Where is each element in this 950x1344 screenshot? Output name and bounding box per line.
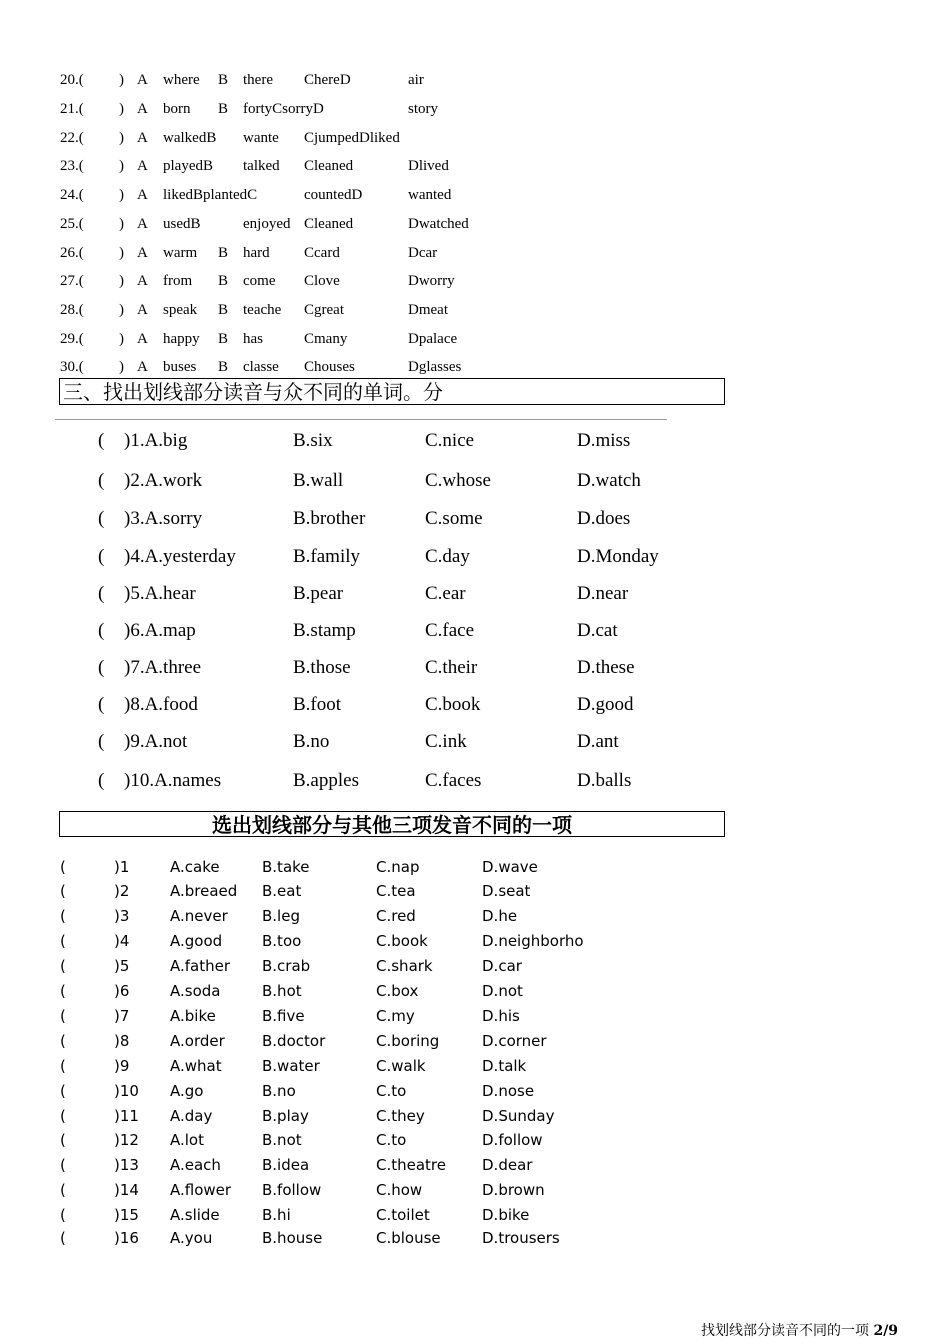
question-row <box>0 1082 620 1102</box>
option-d: D.these <box>577 657 635 678</box>
option-text: warm <box>163 245 198 261</box>
option-b: B.wall <box>293 470 344 491</box>
option-c: C.red <box>376 907 416 925</box>
option-a-label: A <box>137 331 148 347</box>
option-text: Dwatched <box>408 216 469 232</box>
option-a-label: A <box>137 359 148 375</box>
option-c: C.some <box>425 508 483 529</box>
option-text: enjoyed <box>243 216 291 232</box>
option-b: B.family <box>293 546 361 567</box>
option-d: D.not <box>482 982 523 1000</box>
answer-bracket-open: ( <box>98 657 105 678</box>
option-b-label: B <box>218 273 229 289</box>
option-text: talked <box>243 158 280 174</box>
question-number: )3 <box>114 907 130 925</box>
answer-bracket-close: ) <box>119 302 124 318</box>
option-c: C.toilet <box>376 1206 430 1224</box>
option-a: )1.A.big <box>124 430 188 451</box>
option-c: C.their <box>425 657 478 678</box>
option-text: where <box>163 72 200 88</box>
question-row <box>0 1007 620 1027</box>
answer-bracket-open: ( <box>60 882 66 900</box>
option-c: C.ear <box>425 583 466 604</box>
option-d: D.Monday <box>577 546 659 567</box>
option-b: B.water <box>262 1057 320 1075</box>
answer-bracket-close: ) <box>119 130 124 146</box>
option-a: )3.A.sorry <box>124 508 203 529</box>
option-d: D.wave <box>482 858 538 876</box>
option-text: happy <box>163 331 200 347</box>
page-number: 2/9 <box>873 1323 899 1339</box>
option-a-label: A <box>137 130 148 146</box>
question-number: )7 <box>114 1007 130 1025</box>
question-number: 30.( <box>60 359 84 375</box>
option-b-label: B <box>218 245 229 261</box>
option-d: D.dear <box>482 1156 533 1174</box>
option-a: )10.A.names <box>124 770 222 791</box>
section-2-divider <box>55 419 667 420</box>
option-d: D.Sunday <box>482 1107 555 1125</box>
option-a: A.day <box>170 1107 213 1125</box>
option-c: C.ink <box>425 731 467 752</box>
answer-bracket-open: ( <box>60 1131 66 1149</box>
option-b: B.hi <box>262 1206 291 1224</box>
option-b: B.idea <box>262 1156 310 1174</box>
option-text: fortyCsorryD <box>243 101 324 117</box>
question-row <box>0 1181 620 1201</box>
option-text: Ccard <box>304 245 340 261</box>
option-b: B.leg <box>262 907 300 925</box>
question-row <box>0 216 520 238</box>
question-row <box>0 470 700 496</box>
option-c: C.faces <box>425 770 482 791</box>
option-a: A.good <box>170 932 223 950</box>
answer-bracket-open: ( <box>60 1082 66 1100</box>
option-a-label: A <box>137 101 148 117</box>
option-a-label: A <box>137 158 148 174</box>
answer-bracket-open: ( <box>60 858 66 876</box>
option-b: B.those <box>293 657 351 678</box>
option-text: classe <box>243 359 279 375</box>
option-text: wante <box>243 130 279 146</box>
option-a: )9.A.not <box>124 731 188 752</box>
option-b: B.no <box>262 1082 296 1100</box>
option-d: D.balls <box>577 770 632 791</box>
option-text: CjumpedDliked <box>304 130 400 146</box>
question-row <box>0 187 520 209</box>
option-d: D.talk <box>482 1057 527 1075</box>
option-d: D.cat <box>577 620 618 641</box>
question-row <box>0 770 700 796</box>
answer-bracket-close: ) <box>119 273 124 289</box>
option-text: ChereD <box>304 72 351 88</box>
question-number: 26.( <box>60 245 84 261</box>
answer-bracket-open: ( <box>60 1007 66 1025</box>
option-b-label: B <box>218 101 229 117</box>
option-text: countedD <box>304 187 363 203</box>
option-d: D.miss <box>577 430 631 451</box>
option-a-label: A <box>137 216 148 232</box>
question-row <box>0 583 700 609</box>
answer-bracket-open: ( <box>60 1181 66 1199</box>
question-number: )5 <box>114 957 130 975</box>
option-text: teache <box>243 302 282 318</box>
option-text: there <box>243 72 273 88</box>
option-d: D.ant <box>577 731 619 752</box>
question-row <box>0 731 700 757</box>
option-text: Chouses <box>304 359 355 375</box>
question-number: 22.( <box>60 130 84 146</box>
option-b: B.apples <box>293 770 359 791</box>
option-a-label: A <box>137 245 148 261</box>
option-text: Dmeat <box>408 302 448 318</box>
question-row <box>0 957 620 977</box>
option-text: Dworry <box>408 273 455 289</box>
option-a: A.flower <box>170 1181 232 1199</box>
option-text: Cleaned <box>304 158 354 174</box>
option-a: A.order <box>170 1032 225 1050</box>
option-a: A.each <box>170 1156 221 1174</box>
question-number: 20.( <box>60 72 84 88</box>
option-c: C.tea <box>376 882 416 900</box>
answer-bracket-open: ( <box>98 731 105 752</box>
question-number: 21.( <box>60 101 84 117</box>
option-a: A.go <box>170 1082 204 1100</box>
option-c: C.to <box>376 1131 407 1149</box>
option-text: Cmany <box>304 331 348 347</box>
question-number: )8 <box>114 1032 130 1050</box>
question-number: )14 <box>114 1181 139 1199</box>
option-a: A.breaed <box>170 882 238 900</box>
question-row <box>0 130 520 152</box>
option-d: D.car <box>482 957 522 975</box>
question-number: )4 <box>114 932 130 950</box>
answer-bracket-open: ( <box>98 430 105 451</box>
option-b: B.foot <box>293 694 342 715</box>
question-row <box>0 620 700 646</box>
question-row <box>0 430 700 456</box>
question-number: 25.( <box>60 216 84 232</box>
question-number: )13 <box>114 1156 139 1174</box>
question-number: )16 <box>114 1229 139 1247</box>
question-row <box>0 932 620 952</box>
option-b: B.five <box>262 1007 305 1025</box>
question-number: )9 <box>114 1057 130 1075</box>
option-b: B.pear <box>293 583 344 604</box>
option-c: C.face <box>425 620 475 641</box>
option-text: usedB <box>163 216 201 232</box>
answer-bracket-close: ) <box>119 72 124 88</box>
question-number: )11 <box>114 1107 139 1125</box>
option-a-label: A <box>137 302 148 318</box>
answer-bracket-open: ( <box>60 907 66 925</box>
option-text: air <box>408 72 424 88</box>
page-footer <box>701 1320 898 1340</box>
option-text: Dpalace <box>408 331 458 347</box>
option-c: C.shark <box>376 957 433 975</box>
option-text: Cleaned <box>304 216 354 232</box>
option-d: D.brown <box>482 1181 545 1199</box>
option-a: )4.A.yesterday <box>124 546 236 567</box>
option-b: B.take <box>262 858 310 876</box>
question-number: )10 <box>114 1082 139 1100</box>
answer-bracket-open: ( <box>60 1032 66 1050</box>
option-a: A.cake <box>170 858 220 876</box>
answer-bracket-open: ( <box>60 1206 66 1224</box>
question-number: )6 <box>114 982 130 1000</box>
question-row <box>0 273 520 295</box>
question-number: 24.( <box>60 187 84 203</box>
option-c: C.day <box>425 546 470 567</box>
option-a: )6.A.map <box>124 620 196 641</box>
answer-bracket-open: ( <box>98 620 105 641</box>
answer-bracket-open: ( <box>98 770 105 791</box>
option-b: B.brother <box>293 508 366 529</box>
answer-bracket-close: ) <box>119 101 124 117</box>
question-row <box>0 1107 620 1127</box>
answer-bracket-open: ( <box>60 932 66 950</box>
option-c: C.theatre <box>376 1156 446 1174</box>
question-row <box>0 1057 620 1077</box>
option-a-label: A <box>137 72 148 88</box>
section-2-title: 三、找出划线部分读音与众不同的单词。分 <box>59 378 725 405</box>
option-a: A.father <box>170 957 231 975</box>
question-row <box>0 72 520 94</box>
question-number: )1 <box>114 858 130 876</box>
option-a-label: A <box>137 187 148 203</box>
option-b-label: B <box>218 331 229 347</box>
option-b: B.doctor <box>262 1032 326 1050</box>
option-c: C.to <box>376 1082 407 1100</box>
option-a: A.lot <box>170 1131 204 1149</box>
option-d: D.neighborho <box>482 932 584 950</box>
option-d: D.corner <box>482 1032 547 1050</box>
option-text: Dcar <box>408 245 438 261</box>
question-number: )2 <box>114 882 130 900</box>
footer-text: 找划线部分读音不同的一项 <box>701 1323 869 1339</box>
answer-bracket-close: ) <box>119 359 124 375</box>
option-b-label: B <box>218 302 229 318</box>
answer-bracket-open: ( <box>98 470 105 491</box>
option-c: C.nap <box>376 858 420 876</box>
option-text: wanted <box>408 187 452 203</box>
option-a-label: A <box>137 273 148 289</box>
answer-bracket-open: ( <box>60 982 66 1000</box>
option-a: )7.A.three <box>124 657 202 678</box>
question-row <box>0 1156 620 1176</box>
question-number: 29.( <box>60 331 84 347</box>
option-b: B.eat <box>262 882 302 900</box>
option-d: D.seat <box>482 882 531 900</box>
option-d: D.follow <box>482 1131 543 1149</box>
answer-bracket-open: ( <box>60 1107 66 1125</box>
option-d: D.watch <box>577 470 641 491</box>
answer-bracket-open: ( <box>60 1229 66 1247</box>
option-text: Clove <box>304 273 340 289</box>
option-b-label: B <box>218 72 229 88</box>
question-row <box>0 1032 620 1052</box>
answer-bracket-close: ) <box>119 331 124 347</box>
option-b: B.crab <box>262 957 311 975</box>
question-number: 27.( <box>60 273 84 289</box>
option-d: D.bike <box>482 1206 530 1224</box>
question-number: )12 <box>114 1131 139 1149</box>
option-b: B.stamp <box>293 620 356 641</box>
answer-bracket-open: ( <box>98 546 105 567</box>
option-b: B.hot <box>262 982 302 1000</box>
option-d: D.his <box>482 1007 520 1025</box>
option-a: )8.A.food <box>124 694 198 715</box>
question-row <box>0 331 520 353</box>
question-row <box>0 158 520 180</box>
option-c: C.how <box>376 1181 423 1199</box>
question-row <box>0 1206 620 1226</box>
option-c: C.book <box>425 694 481 715</box>
answer-bracket-open: ( <box>60 1156 66 1174</box>
option-text: speak <box>163 302 198 318</box>
option-text: come <box>243 273 276 289</box>
option-a: A.you <box>170 1229 213 1247</box>
question-row <box>0 546 700 572</box>
option-text: Dlived <box>408 158 449 174</box>
option-c: C.nice <box>425 430 475 451</box>
question-row <box>0 1229 620 1249</box>
option-text: hard <box>243 245 270 261</box>
option-b: B.no <box>293 731 330 752</box>
option-text: walkedB <box>163 130 217 146</box>
question-row <box>0 982 620 1002</box>
option-a: A.what <box>170 1057 222 1075</box>
answer-bracket-open: ( <box>98 583 105 604</box>
section-3-title: 选出划线部分与其他三项发音不同的一项 <box>59 811 725 837</box>
option-a: A.never <box>170 907 228 925</box>
option-d: D.near <box>577 583 629 604</box>
option-d: D.he <box>482 907 518 925</box>
option-text: buses <box>163 359 197 375</box>
answer-bracket-open: ( <box>60 957 66 975</box>
option-c: C.whose <box>425 470 491 491</box>
answer-bracket-close: ) <box>119 158 124 174</box>
answer-bracket-open: ( <box>60 1057 66 1075</box>
answer-bracket-close: ) <box>119 187 124 203</box>
option-text: story <box>408 101 438 117</box>
option-d: D.nose <box>482 1082 535 1100</box>
option-c: C.boring <box>376 1032 440 1050</box>
answer-bracket-close: ) <box>119 216 124 232</box>
option-text: born <box>163 101 191 117</box>
option-b-label: B <box>218 359 229 375</box>
option-a: A.soda <box>170 982 221 1000</box>
question-row <box>0 907 620 927</box>
question-number: 23.( <box>60 158 84 174</box>
answer-bracket-close: ) <box>119 245 124 261</box>
answer-bracket-open: ( <box>98 694 105 715</box>
option-a: A.slide <box>170 1206 220 1224</box>
option-b: B.not <box>262 1131 302 1149</box>
option-text: has <box>243 331 263 347</box>
option-text: Dglasses <box>408 359 462 375</box>
question-row <box>0 302 520 324</box>
option-b: B.follow <box>262 1181 322 1199</box>
question-number: )15 <box>114 1206 139 1224</box>
question-row <box>0 101 520 123</box>
question-number: 28.( <box>60 302 84 318</box>
option-text: likedBplantedC <box>163 187 258 203</box>
option-d: D.does <box>577 508 631 529</box>
option-c: C.my <box>376 1007 415 1025</box>
option-c: C.book <box>376 932 428 950</box>
question-row <box>0 882 620 902</box>
question-row <box>0 1131 620 1151</box>
option-c: C.they <box>376 1107 425 1125</box>
option-c: C.blouse <box>376 1229 441 1247</box>
question-row <box>0 657 700 683</box>
question-row <box>0 694 700 720</box>
option-c: C.walk <box>376 1057 426 1075</box>
option-text: Cgreat <box>304 302 344 318</box>
option-d: D.trousers <box>482 1229 560 1247</box>
option-a: )2.A.work <box>124 470 203 491</box>
option-b: B.six <box>293 430 333 451</box>
option-b: B.play <box>262 1107 309 1125</box>
option-a: A.bike <box>170 1007 216 1025</box>
option-a: )5.A.hear <box>124 583 196 604</box>
answer-bracket-open: ( <box>98 508 105 529</box>
question-row <box>0 245 520 267</box>
option-b: B.too <box>262 932 302 950</box>
question-row <box>0 508 700 534</box>
option-c: C.box <box>376 982 419 1000</box>
option-text: playedB <box>163 158 213 174</box>
question-row <box>0 858 620 878</box>
option-b: B.house <box>262 1229 323 1247</box>
option-d: D.good <box>577 694 634 715</box>
option-text: from <box>163 273 193 289</box>
